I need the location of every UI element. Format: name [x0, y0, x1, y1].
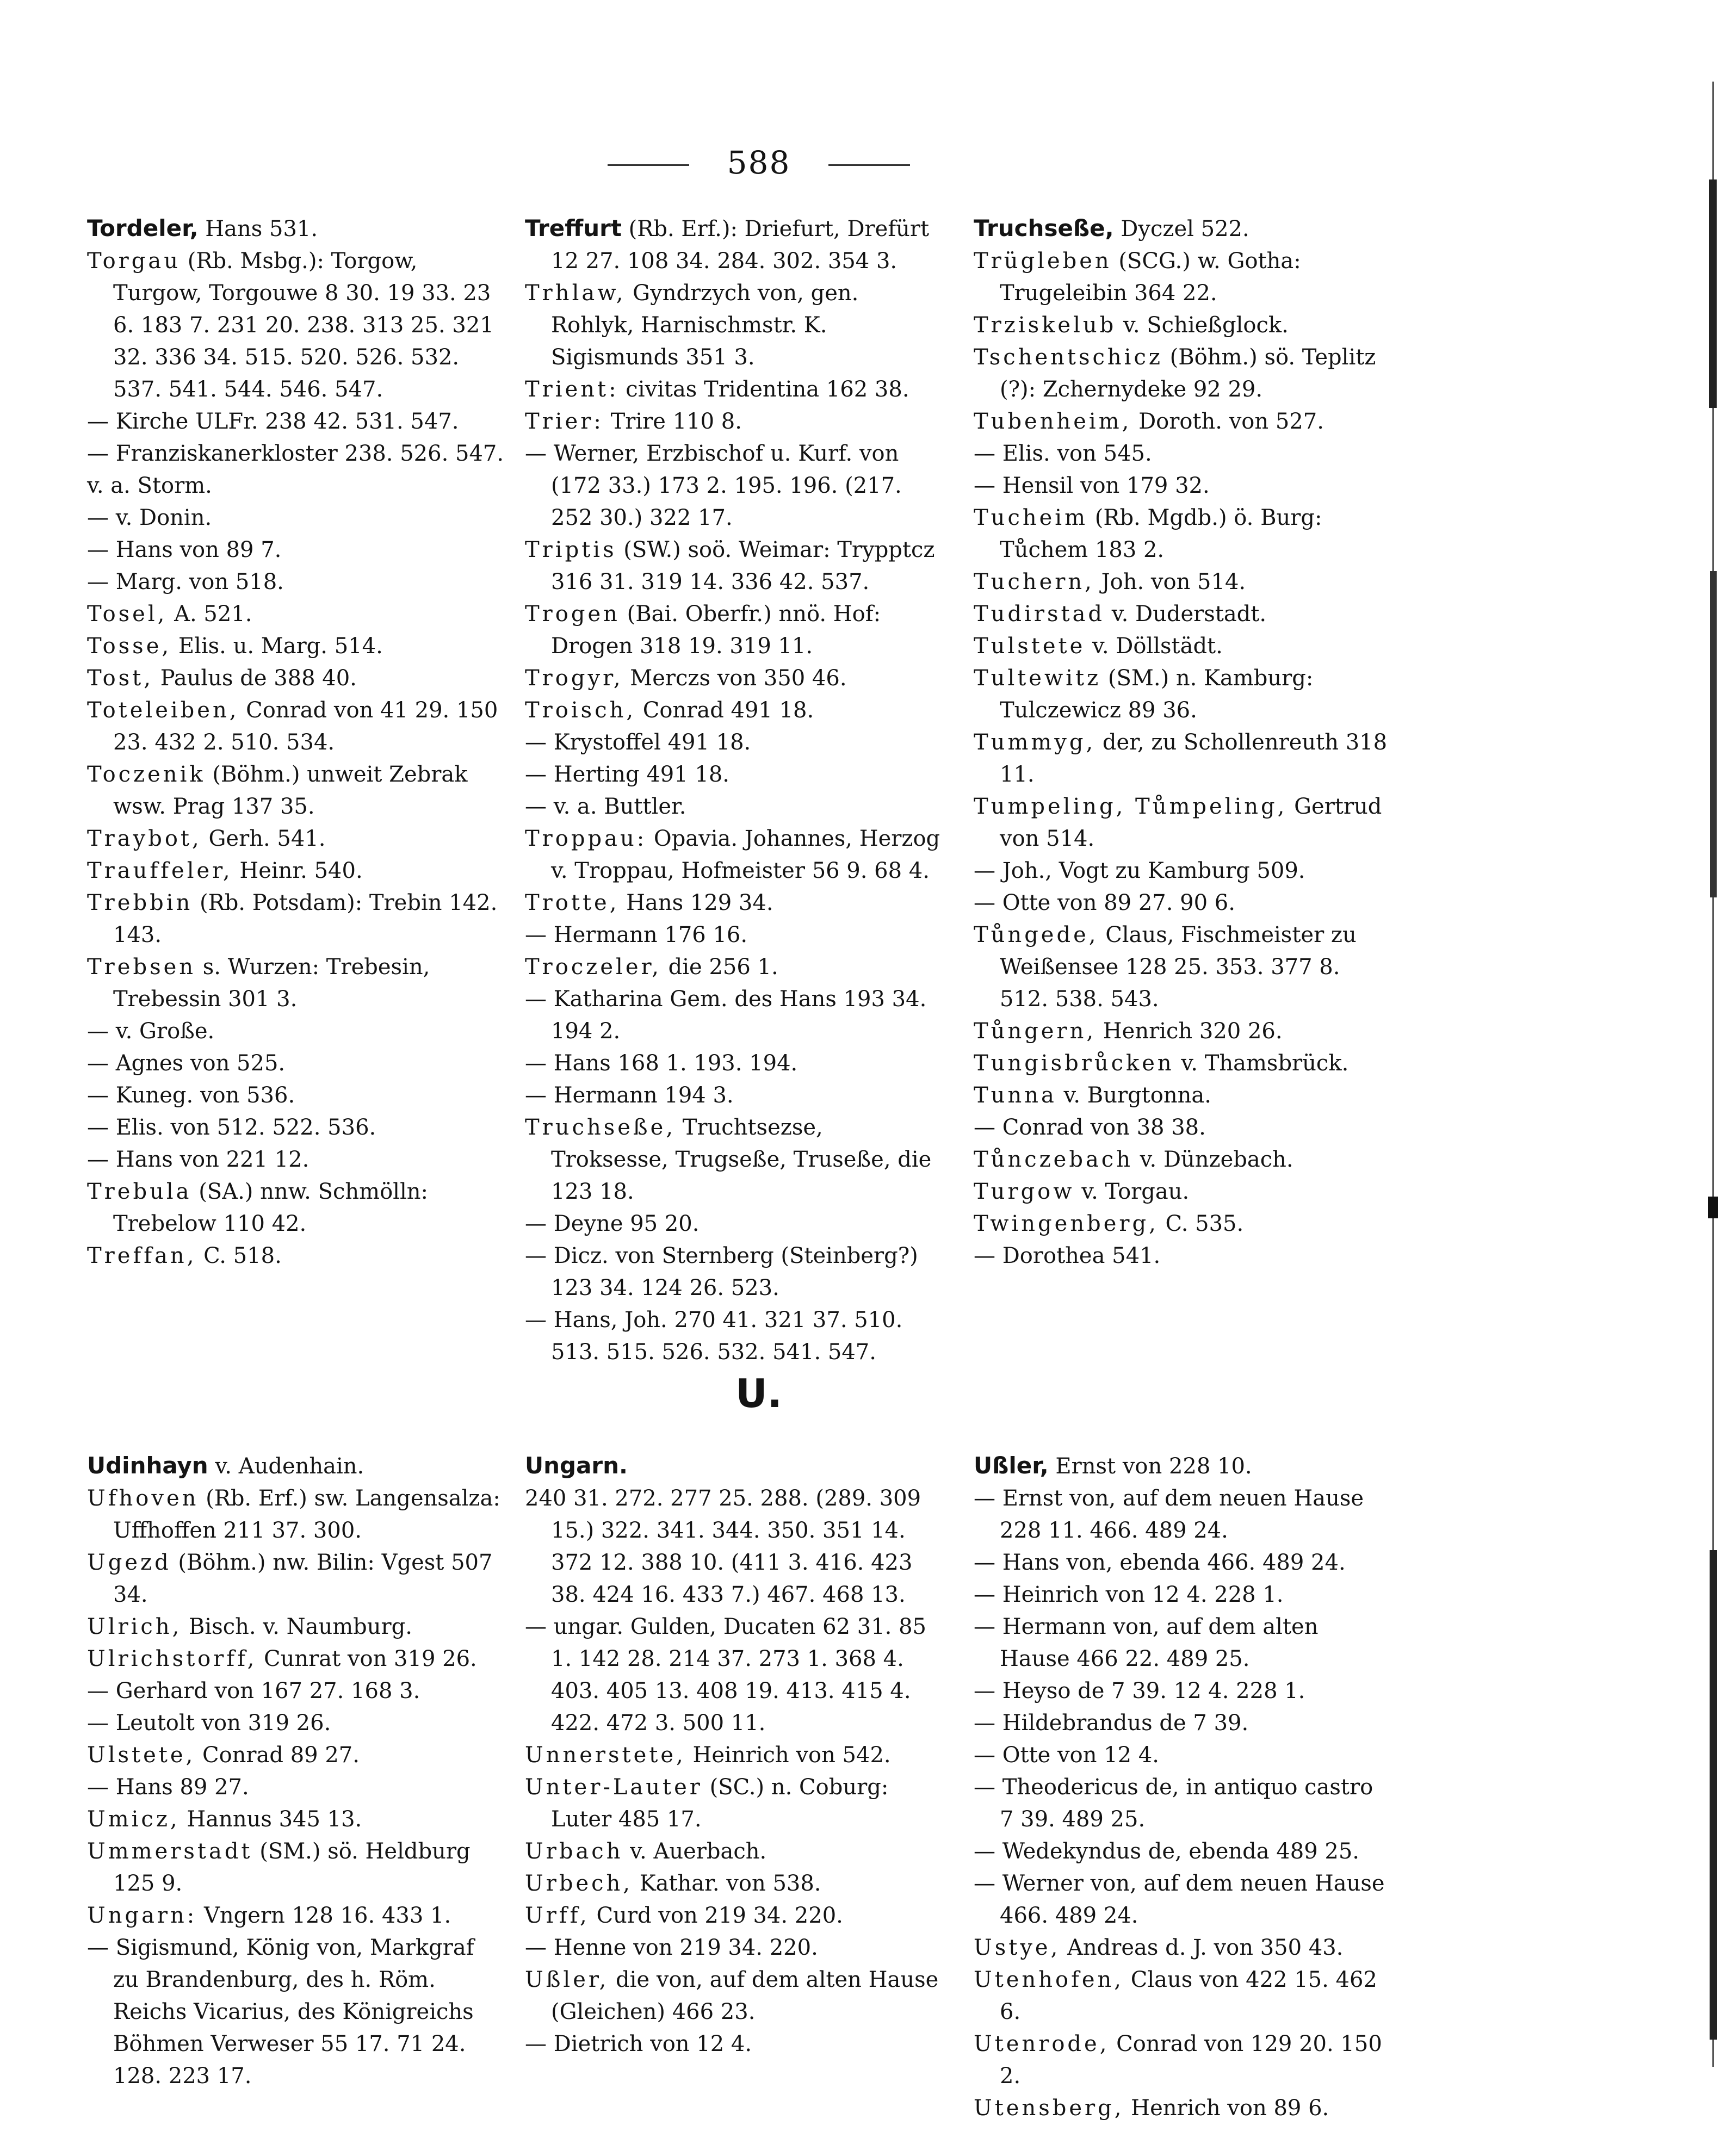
entry-headword: Tulstete — [974, 634, 1086, 659]
entry-text: (Bai. Oberfr.) nnö. Hof: Drogen 318 19. 319 11. — [551, 602, 881, 659]
entry-headword: Tudirstad — [974, 602, 1105, 627]
index-entry — [525, 1900, 944, 1932]
index-entry — [525, 1611, 944, 1739]
entry-headword: Trient: — [525, 377, 619, 402]
entry-headword: Utensberg, — [974, 2096, 1124, 2121]
entry-headword: Tůngede, — [974, 922, 1099, 947]
scan-edge-artifact — [1707, 82, 1721, 2067]
index-entry — [87, 534, 506, 566]
index-entry — [87, 1611, 506, 1643]
index-entry — [974, 1015, 1392, 1048]
entry-text: Bisch. v. Naumburg. — [182, 1614, 412, 1639]
index-entry — [87, 1707, 506, 1739]
entry-text: v. Dünzebach. — [1132, 1147, 1293, 1172]
entry-headword: Tumpeling, Tůmpeling, — [974, 794, 1288, 819]
entry-text: (SM.) sö. Heldburg 125 9. — [113, 1839, 471, 1896]
index-entry — [974, 1048, 1392, 1080]
index-entry — [87, 887, 506, 951]
index-entry — [974, 212, 1392, 245]
entry-headword: Ugezd — [87, 1550, 171, 1575]
index-entry — [87, 1449, 506, 1483]
entry-headword: Treffurt — [525, 215, 622, 241]
index-entry — [87, 406, 506, 438]
entry-text: v. Döllstädt. — [1085, 634, 1223, 659]
index-entry — [525, 1080, 944, 1112]
rule-left — [608, 164, 689, 166]
entry-headword: Tosel, — [87, 602, 168, 627]
entry-text: (Rb. Erf.) sw. Langensalza: Uffhoffen 211 37. 300. — [113, 1486, 500, 1543]
page-number: 588 — [0, 144, 1518, 181]
entry-text: Hans 129 34. — [619, 890, 773, 915]
index-entry — [525, 374, 944, 406]
entry-text: v. Torgau. — [1074, 1179, 1190, 1204]
index-entry — [87, 1804, 506, 1836]
entry-text: — Kirche ULFr. 238 42. 531. 547. — [87, 409, 459, 434]
entry-headword: Twingenberg, — [974, 1211, 1159, 1236]
index-entry — [87, 1176, 506, 1240]
entry-text: Truchtsezse, Troksesse, Trugseße, Truseße, die 123 18. — [551, 1115, 932, 1204]
entry-headword: Torgau — [87, 249, 181, 274]
index-entry — [87, 1112, 506, 1144]
index-entry — [974, 727, 1392, 791]
entry-text: (SC.) n. Coburg: Luter 485 17. — [551, 1775, 889, 1832]
index-entry — [87, 695, 506, 759]
index-entry — [87, 1643, 506, 1675]
index-entry — [87, 759, 506, 823]
index-entry — [974, 1932, 1392, 1964]
entry-text: v. Thamsbrück. — [1174, 1051, 1349, 1076]
entry-text: Hannus 345 13. — [180, 1807, 362, 1832]
entry-text: Conrad 89 27. — [195, 1743, 360, 1768]
entry-headword: Urbech, — [525, 1871, 633, 1896]
index-entry — [525, 695, 944, 727]
entry-text: — Hans, Joh. 270 41. 321 37. 510. 513. 515. 526. 532. 541. 547. — [525, 1308, 903, 1365]
entry-headword: Troczeler, — [525, 955, 661, 980]
entry-text: Kathar. von 538. — [633, 1871, 821, 1896]
entry-headword: Tuchern, — [974, 569, 1094, 594]
index-entry — [87, 1675, 506, 1707]
index-entry — [87, 1048, 506, 1080]
entry-text: — Heyso de 7 39. 12 4. 228 1. — [974, 1678, 1305, 1703]
index-entry — [974, 566, 1392, 598]
entry-text: (Böhm.) sö. Teplitz (?): Zchernydeke 92 29. — [1000, 345, 1376, 402]
index-entry — [525, 887, 944, 919]
index-column-1-bottom — [87, 1449, 506, 2092]
index-entry — [87, 951, 506, 1015]
index-entry — [974, 1208, 1392, 1240]
entry-headword: Toczenik — [87, 762, 206, 787]
index-entry — [974, 470, 1392, 502]
entry-text: — Hans von 89 7. — [87, 537, 282, 562]
entry-text: Paulus de 388 40. — [153, 666, 357, 691]
entry-text: — Werner von, auf dem neuen Hause 466. 489 24. — [974, 1871, 1385, 1928]
entry-headword: Turgow — [974, 1179, 1075, 1204]
entry-text: Elis. u. Marg. 514. — [171, 634, 383, 659]
entry-headword: Unnerstete, — [525, 1743, 686, 1768]
entry-text: — Marg. von 518. — [87, 569, 284, 594]
entry-headword: Tosse, — [87, 634, 172, 659]
entry-text: (Böhm.) nw. Bilin: Vgest 507 34. — [113, 1550, 493, 1607]
entry-text: Conrad von 129 20. 150 2. — [1000, 2031, 1382, 2089]
entry-text: (SW.) soö. Weimar: Trypptcz 316 31. 319 14. 336 42. 537. — [551, 537, 935, 594]
entry-text: — Leutolt von 319 26. — [87, 1711, 331, 1736]
index-entry — [974, 1547, 1392, 1579]
entry-text: — Heinrich von 12 4. 228 1. — [974, 1582, 1284, 1607]
entry-text: — v. Große. — [87, 1019, 215, 1044]
index-entry — [87, 1483, 506, 1547]
index-entry — [974, 309, 1392, 342]
entry-text: — Hans von, ebenda 466. 489 24. — [974, 1550, 1346, 1575]
entry-text: — Elis. von 512. 522. 536. — [87, 1115, 376, 1140]
entry-text: — v. Donin. — [87, 505, 212, 530]
entry-text: der, zu Schollenreuth 318 11. — [1000, 730, 1388, 787]
index-entry — [974, 502, 1392, 566]
entry-text: v. Schießglock. — [1116, 313, 1289, 338]
entry-text: Claus, Fischmeister zu Weißensee 128 25. 353. 377 8. 512. 538. 543. — [1000, 922, 1357, 1012]
entry-text: — ungar. Gulden, Ducaten 62 31. 85 1. 142 28. 214 37. 273 1. 368 4. 403. 405 13. 408 19. 413. 415 4. 422. 472 3. 500 11. — [525, 1614, 926, 1736]
entry-headword: Trziskelub — [974, 313, 1117, 338]
entry-text: (SM.) n. Kamburg: Tulczewicz 89 36. — [1000, 666, 1314, 723]
entry-headword: Trhlaw, — [525, 281, 626, 306]
index-entry — [525, 1739, 944, 1771]
entry-text: C. 518. — [196, 1243, 282, 1268]
entry-text: 240 31. 272. 277 25. 288. (289. 309 15.) 322. 341. 344. 350. 351 14. 372 12. 388 10. (411 3. 416. 423 38. 424 16. 433 7.) 467. 468 13. — [525, 1486, 921, 1607]
index-column-2-bottom — [525, 1449, 944, 2060]
entry-text: v. Burgtonna. — [1056, 1083, 1211, 1108]
entry-text: die von, auf dem alten Hause (Gleichen) 466 23. — [551, 1967, 939, 2024]
index-entry — [525, 1112, 944, 1208]
entry-headword: Urbach — [525, 1839, 623, 1864]
entry-headword: Tucheim — [974, 505, 1088, 530]
index-entry — [87, 1932, 506, 2092]
entry-text: (Rb. Erf.): Driefurt, Drefürt 12 27. 108 34. 284. 302. 354 3. — [551, 216, 930, 274]
index-column-3-bottom — [974, 1449, 1392, 2124]
index-column-2-top — [525, 212, 944, 1368]
entry-text: — Dorothea 541. — [974, 1243, 1161, 1268]
index-entry — [525, 1771, 944, 1836]
entry-text: — Dicz. von Sternberg (Steinberg?) 123 34. 124 26. 523. — [525, 1243, 918, 1300]
index-entry — [974, 791, 1392, 855]
entry-text: Andreas d. J. von 350 43. — [1060, 1935, 1344, 1960]
index-entry — [525, 534, 944, 598]
entry-headword: Ungarn: — [87, 1903, 197, 1928]
index-entry — [974, 406, 1392, 438]
index-entry — [974, 598, 1392, 630]
index-entry — [525, 823, 944, 887]
index-entry — [974, 919, 1392, 1015]
entry-headword: Trebsen — [87, 955, 196, 980]
entry-headword: Ußler, — [974, 1452, 1049, 1479]
entry-text: — Agnes von 525. — [87, 1051, 286, 1076]
index-entry — [974, 1176, 1392, 1208]
entry-text: — Krystoffel 491 18. — [525, 730, 751, 755]
entry-headword: Trebbin — [87, 890, 193, 915]
entry-headword: Utenrode, — [974, 2031, 1110, 2056]
index-entry — [974, 1964, 1392, 2028]
index-entry — [974, 1240, 1392, 1272]
entry-text: (Rb. Msbg.): Torgow, Turgow, Torgouwe 8 30. 19 33. 23 6. 183 7. 231 20. 238. 313 25. 321 32. 336 34. 515. 520. 526. 532. 537. 541. 544. 546. 547. — [113, 249, 494, 402]
index-entry — [974, 1739, 1392, 1771]
index-entry — [974, 245, 1392, 309]
entry-text: — Hensil von 179 32. — [974, 473, 1210, 498]
entry-text: — Herting 491 18. — [525, 762, 730, 787]
index-entry — [525, 1240, 944, 1304]
entry-text: C. 535. — [1158, 1211, 1244, 1236]
entry-text: Heinrich von 542. — [685, 1743, 891, 1768]
index-entry — [525, 1964, 944, 2028]
entry-headword: Ummerstadt — [87, 1839, 253, 1864]
entry-text: civitas Tridentina 162 38. — [618, 377, 909, 402]
entry-headword: Toteleiben, — [87, 698, 239, 723]
entry-text: v. Duderstadt. — [1105, 602, 1267, 627]
index-entry — [525, 277, 944, 374]
entry-headword: Trogen — [525, 602, 620, 627]
entry-headword: Ustye, — [974, 1935, 1061, 1960]
entry-headword: Tost, — [87, 666, 153, 691]
entry-headword: Ußler, — [525, 1967, 609, 1992]
index-entry — [87, 1144, 506, 1176]
entry-text: Joh. von 514. — [1094, 569, 1246, 594]
index-entry — [525, 791, 944, 823]
index-entry — [525, 1048, 944, 1080]
entry-text: — Gerhard von 167 27. 168 3. — [87, 1678, 420, 1703]
entry-text: A. 521. — [167, 602, 252, 627]
entry-text: — Ernst von, auf dem neuen Hause 228 11. 466. 489 24. — [974, 1486, 1364, 1543]
entry-text: — v. a. Buttler. — [525, 794, 686, 819]
entry-headword: Ulrichstorff, — [87, 1646, 257, 1671]
index-column-1-top — [87, 212, 506, 1272]
entry-headword: Tummyg, — [974, 730, 1096, 755]
entry-text: — Dietrich von 12 4. — [525, 2031, 752, 2056]
entry-text: s. Wurzen: Trebesin, Trebessin 301 3. — [113, 955, 430, 1012]
index-entry — [974, 1868, 1392, 1932]
entry-text: Opavia. Johannes, Herzog v. Troppau, Hofmeister 56 9. 68 4. — [551, 826, 940, 883]
entry-headword: Trügleben — [974, 249, 1112, 274]
index-entry — [87, 855, 506, 887]
entry-text: Gyndrzych von, gen. Rohlyk, Harnischmstr. K. Sigismunds 351 3. — [551, 281, 859, 370]
entry-headword: Treffan, — [87, 1243, 197, 1268]
entry-text: Dyczel 522. — [1113, 216, 1249, 241]
index-entry — [974, 630, 1392, 662]
index-entry — [974, 1144, 1392, 1176]
index-entry — [87, 662, 506, 695]
entry-text: (Rb. Mgdb.) ö. Burg: Tůchem 183 2. — [1000, 505, 1322, 562]
entry-headword: Traybot, — [87, 826, 202, 851]
entry-text: — Hans von 221 12. — [87, 1147, 310, 1172]
index-entry — [87, 212, 506, 245]
entry-headword: Triptis — [525, 537, 617, 562]
index-entry — [974, 1771, 1392, 1836]
index-entry — [974, 1080, 1392, 1112]
entry-text: — Theodericus de, in antiquo castro 7 39. 489 25. — [974, 1775, 1373, 1832]
entry-headword: Tůnczebach — [974, 1147, 1133, 1172]
entry-headword: Trebula — [87, 1179, 192, 1204]
index-entry — [87, 245, 506, 406]
entry-text: — Sigismund, König von, Markgraf zu Brandenburg, des h. Röm. Reichs Vicarius, des Königreichs Böhmen Verweser 55 17. 71 24. 128. 223 17. — [87, 1935, 474, 2089]
index-entry — [974, 2028, 1392, 2092]
index-entry — [87, 1739, 506, 1771]
index-column-3-top — [974, 212, 1392, 1272]
entry-text: Gertrud von 514. — [1000, 794, 1382, 851]
index-entry — [525, 438, 944, 534]
entry-text: die 256 1. — [661, 955, 778, 980]
entry-headword: Tschentschicz — [974, 345, 1163, 370]
entry-text: (Böhm.) unweit Zebrak wsw. Prag 137 35. — [113, 762, 468, 819]
index-entry — [87, 470, 506, 502]
index-entry — [974, 2092, 1392, 2124]
entry-headword: Udinhayn — [87, 1452, 208, 1479]
entry-text: — Franziskanerkloster 238. 526. 547. — [87, 441, 504, 466]
entry-headword: Tultewitz — [974, 666, 1101, 691]
index-entry — [525, 1868, 944, 1900]
index-entry — [87, 1015, 506, 1048]
entry-headword: Urff, — [525, 1903, 590, 1928]
entry-text: Henrich 320 26. — [1096, 1019, 1283, 1044]
index-entry — [525, 1483, 944, 1611]
index-entry — [525, 662, 944, 695]
entry-text: — Hermann 194 3. — [525, 1083, 734, 1108]
entry-headword: Trier: — [525, 409, 604, 434]
index-entry — [974, 1707, 1392, 1739]
index-entry — [525, 1836, 944, 1868]
entry-headword: Ulstete, — [87, 1743, 196, 1768]
entry-text: Ernst von 228 10. — [1048, 1454, 1252, 1479]
entry-headword: Ufhoven — [87, 1486, 199, 1511]
entry-text: Doroth. von 527. — [1131, 409, 1324, 434]
entry-headword: Truchseße, — [974, 215, 1114, 241]
entry-text: (Rb. Potsdam): Trebin 142. 143. — [113, 890, 498, 947]
entry-text: Curd von 219 34. 220. — [589, 1903, 843, 1928]
index-entry — [525, 1449, 944, 1483]
entry-text: — Hermann von, auf dem alten Hause 466 22. 489 25. — [974, 1614, 1319, 1671]
index-entry — [525, 598, 944, 662]
index-entry — [525, 1932, 944, 1964]
entry-headword: Tordeler, — [87, 215, 199, 241]
entry-headword: Tůngern, — [974, 1019, 1097, 1044]
entry-text: Cunrat von 319 26. — [257, 1646, 477, 1671]
entry-headword: Trogyr, — [525, 666, 623, 691]
entry-text: — Wedekyndus de, ebenda 489 25. — [974, 1839, 1359, 1864]
entry-headword: Truchseße, — [525, 1115, 676, 1140]
entry-text: Claus von 422 15. 462 6. — [1000, 1967, 1377, 2024]
entry-text: v. a. Storm. — [87, 473, 212, 498]
entry-text: — Joh., Vogt zu Kamburg 509. — [974, 858, 1305, 883]
entry-text: Hans 531. — [198, 216, 318, 241]
index-entry — [974, 1675, 1392, 1707]
index-entry — [525, 1304, 944, 1368]
entry-text: — Otte von 89 27. 90 6. — [974, 890, 1235, 915]
index-entry — [525, 727, 944, 759]
entry-text: — Werner, Erzbischof u. Kurf. von (172 33.) 173 2. 195. 196. (217. 252 30.) 322 17. — [525, 441, 902, 530]
index-entry — [525, 759, 944, 791]
index-entry — [87, 438, 506, 470]
index-entry — [974, 1611, 1392, 1675]
entry-text: — Hans 89 27. — [87, 1775, 249, 1800]
index-entry — [87, 1900, 506, 1932]
entry-headword: Trotte, — [525, 890, 620, 915]
entry-text: v. Audenhain. — [208, 1454, 364, 1479]
index-entry — [974, 1449, 1392, 1483]
entry-text: (SCG.) w. Gotha: Trugeleibin 364 22. — [1000, 249, 1301, 306]
entry-headword: Umicz, — [87, 1807, 180, 1832]
entry-headword: Troisch, — [525, 698, 636, 723]
section-letter-heading: U. — [735, 1371, 782, 1416]
entry-text: Heinr. 540. — [232, 858, 363, 883]
index-entry — [525, 406, 944, 438]
entry-text: — Kuneg. von 536. — [87, 1083, 295, 1108]
entry-text: — Otte von 12 4. — [974, 1743, 1159, 1768]
index-entry — [974, 1483, 1392, 1547]
entry-headword: Ulrich, — [87, 1614, 182, 1639]
index-entry — [87, 630, 506, 662]
entry-text: Conrad 491 18. — [636, 698, 814, 723]
entry-text: — Henne von 219 34. 220. — [525, 1935, 818, 1960]
entry-text: (SA.) nnw. Schmölln: Trebelow 110 42. — [113, 1179, 428, 1236]
index-entry — [525, 983, 944, 1048]
entry-text: Vngern 128 16. 433 1. — [197, 1903, 451, 1928]
entry-text: Gerh. 541. — [201, 826, 326, 851]
entry-text: — Conrad von 38 38. — [974, 1115, 1206, 1140]
entry-headword: Tungisbrůcken — [974, 1051, 1174, 1076]
index-entry — [974, 855, 1392, 887]
index-entry — [525, 1208, 944, 1240]
entry-headword: Utenhofen, — [974, 1967, 1124, 1992]
index-entry — [974, 662, 1392, 727]
index-entry — [87, 598, 506, 630]
index-entry — [525, 212, 944, 277]
entry-headword: Tubenheim, — [974, 409, 1132, 434]
entry-text: Henrich von 89 6. — [1124, 2096, 1329, 2121]
entry-text: — Deyne 95 20. — [525, 1211, 700, 1236]
entry-text: Conrad von 41 29. 150 23. 432 2. 510. 534. — [113, 698, 498, 755]
entry-text: — Hans 168 1. 193. 194. — [525, 1051, 798, 1076]
index-entry — [87, 1080, 506, 1112]
index-entry — [87, 823, 506, 855]
index-entry — [87, 1771, 506, 1804]
index-entry — [974, 1579, 1392, 1611]
entry-headword: Troppau: — [525, 826, 647, 851]
index-entry — [87, 566, 506, 598]
index-entry — [974, 887, 1392, 919]
entry-text: v. Auerbach. — [623, 1839, 767, 1864]
entry-text: — Elis. von 545. — [974, 441, 1152, 466]
index-entry — [87, 1836, 506, 1900]
entry-text: — Hermann 176 16. — [525, 922, 748, 947]
index-entry — [974, 342, 1392, 406]
entry-headword: Tunna — [974, 1083, 1057, 1108]
index-entry — [525, 2028, 944, 2060]
entry-headword: Unter-Lauter — [525, 1775, 703, 1800]
index-entry — [87, 502, 506, 534]
entry-text: Merczs von 350 46. — [623, 666, 847, 691]
index-entry — [525, 951, 944, 983]
index-entry — [87, 1547, 506, 1611]
index-entry — [974, 1836, 1392, 1868]
index-entry — [87, 1240, 506, 1272]
index-entry — [974, 438, 1392, 470]
entry-text: — Hildebrandus de 7 39. — [974, 1711, 1249, 1736]
entry-text: Trire 110 8. — [603, 409, 742, 434]
rule-right — [828, 164, 910, 166]
entry-headword: Trauffeler, — [87, 858, 233, 883]
index-entry — [974, 1112, 1392, 1144]
entry-headword: Ungarn. — [525, 1452, 628, 1479]
index-entry — [525, 919, 944, 951]
entry-text: — Katharina Gem. des Hans 193 34. 194 2. — [525, 987, 927, 1044]
